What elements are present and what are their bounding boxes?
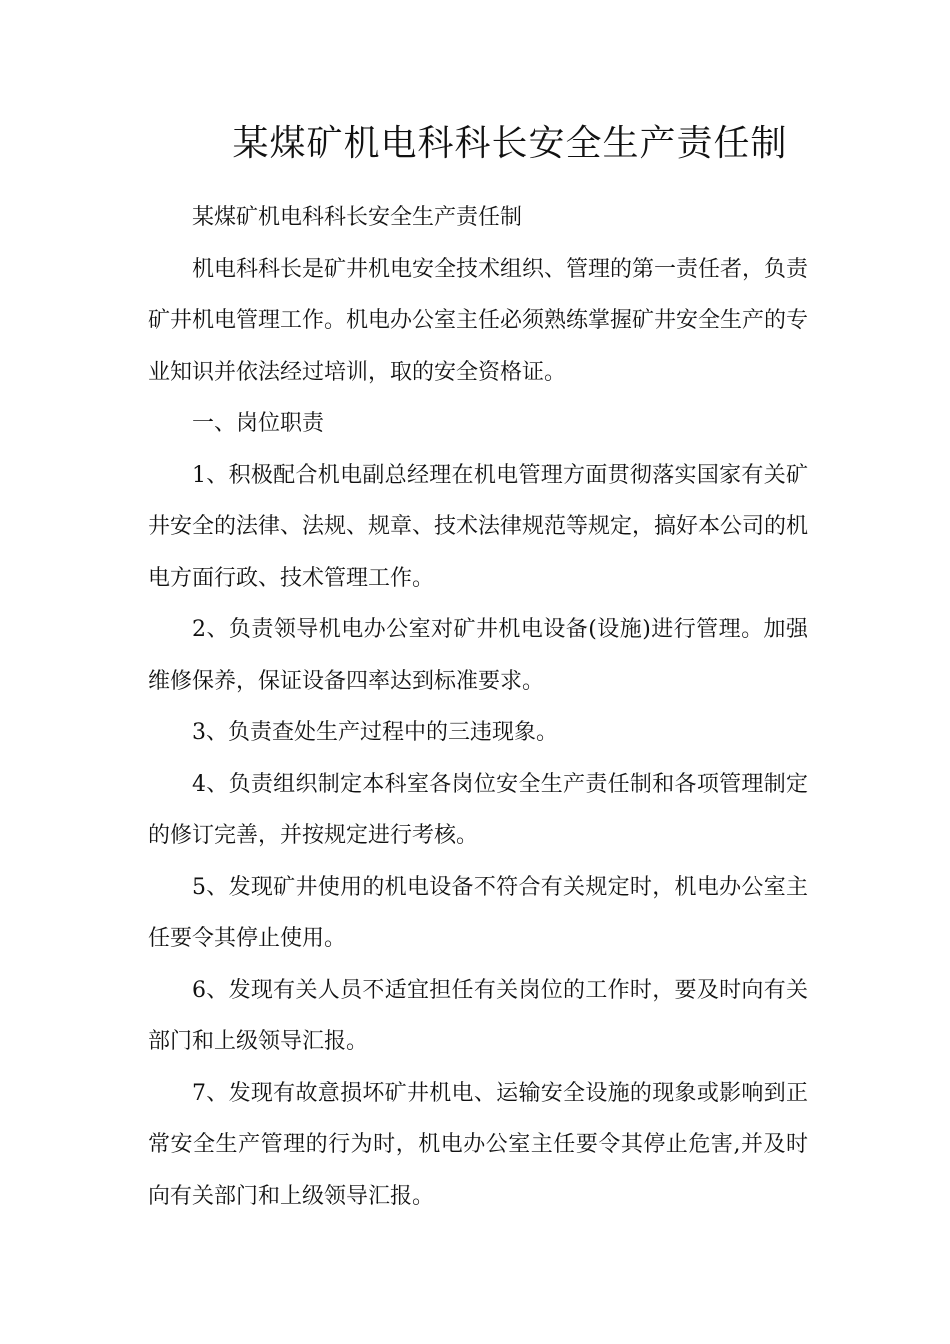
document-body	[148, 192, 808, 1222]
intro-paragraph: 机电科科长是矿井机电安全技术组织、管理的第一责任者，负责矿井机电管理工作。机电办公室主任必须熟练掌握矿井安全生产的专业知识并依法经过培训，取的安全资格证。	[148, 256, 809, 385]
subtitle-paragraph: 某煤矿机电科科长安全生产责任制	[192, 205, 523, 230]
duty-item-6: 6、发现有关人员不适宜担任有关岗位的工作时，要及时向有关部门和上级领导汇报。	[148, 977, 808, 1054]
section-heading: 一、岗位职责	[192, 411, 325, 436]
duty-item-2: 2、负责领导机电办公室对矿井机电设备(设施)进行管理。加强维修保养，保证设备四率达到标准要求。	[148, 617, 808, 694]
duty-item-7: 7、发现有故意损坏矿井机电、运输安全设施的现象或影响到正常安全生产管理的行为时，机电办公室主任要令其停止危害,并及时向有关部门和上级领导汇报。	[148, 1080, 808, 1209]
document-title: 某煤矿机电科科长安全生产责任制	[232, 123, 788, 164]
duty-item-4: 4、负责组织制定本科室各岗位安全生产责任制和各项管理制定的修订完善，并按规定进行考核。	[148, 771, 808, 848]
duty-item-3: 3、负责查处生产过程中的三违现象。	[192, 720, 558, 745]
duty-item-5: 5、发现矿井使用的机电设备不符合有关规定时，机电办公室主任要令其停止使用。	[148, 874, 808, 951]
duty-item-1: 1、积极配合机电副总经理在机电管理方面贯彻落实国家有关矿井安全的法律、法规、规章、技术法律规范等规定，搞好本公司的机电方面行政、技术管理工作。	[148, 462, 809, 591]
